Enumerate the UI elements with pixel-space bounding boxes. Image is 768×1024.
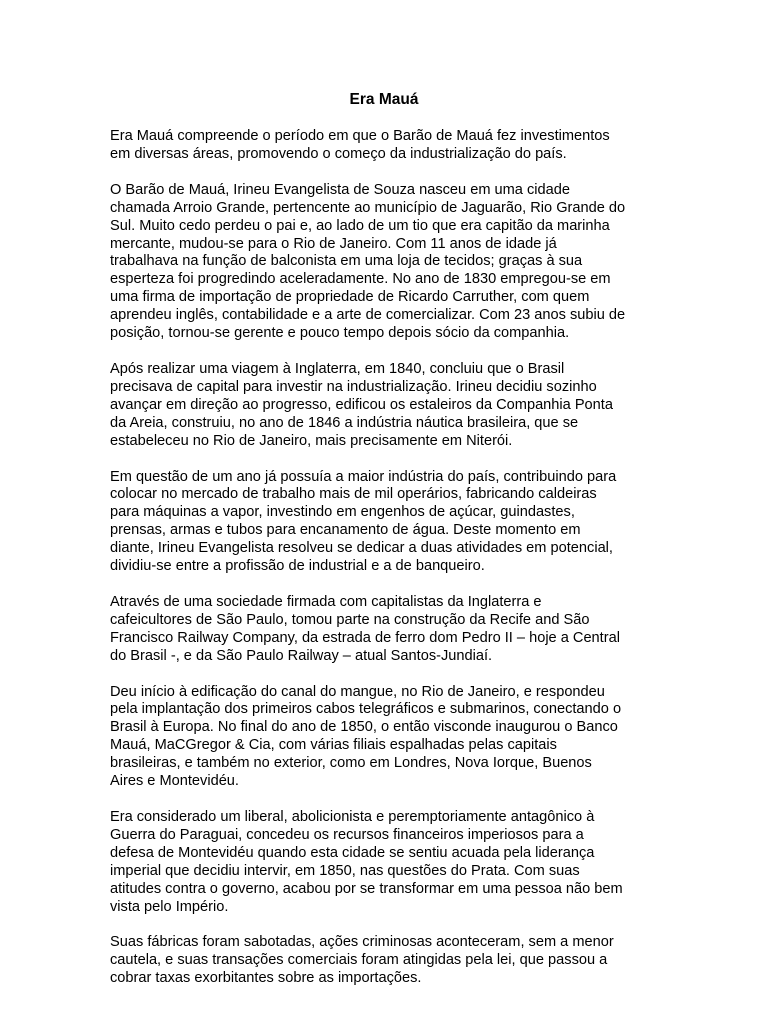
text-line: imperial que decidiu intervir, em 1850, nas questões do Prata. Com suas	[110, 862, 580, 879]
text-line: brasileiras, e também no exterior, como em Londres, Nova Iorque, Buenos	[110, 755, 592, 772]
text-line: mercante, mudou-se para o Rio de Janeiro. Com 11 anos de idade já	[110, 235, 557, 252]
paragraph-intro	[110, 128, 665, 164]
text-line: chamada Arroio Grande, pertencente ao município de Jaguarão, Rio Grande do	[110, 199, 626, 216]
text-line: posição, tornou-se gerente e pouco tempo depois sócio da companhia.	[110, 325, 570, 342]
text-line: do Brasil -, e da São Paulo Railway – atual Santos-Jundiaí.	[110, 647, 493, 664]
text-line: Brasil à Europa. No final do ano de 1850, o então visconde inaugurou o Banco	[110, 719, 618, 736]
text-line: Francisco Railway Company, da estrada de ferro dom Pedro II – hoje a Central	[110, 629, 620, 646]
document-title: Era Mauá	[349, 91, 419, 108]
text-line: precisava de capital para investir na industrialização. Irineu decidiu sozinho	[110, 378, 597, 395]
text-line: Sul. Muito cedo perdeu o pai e, ao lado de um tio que era capitão da marinha	[110, 217, 610, 234]
text-line: para máquinas a vapor, investindo em engenhos de açúcar, guindastes,	[110, 504, 575, 521]
text-line: Aires e Montevidéu.	[110, 773, 239, 790]
text-line: Guerra do Paraguai, concedeu os recursos financeiros imperiosos para a	[110, 826, 584, 843]
paragraph-bank	[110, 684, 665, 791]
text-line: O Barão de Mauá, Irineu Evangelista de Souza nasceu em uma cidade	[110, 181, 570, 198]
text-line: atitudes contra o governo, acabou por se transformar em uma pessoa não bem	[110, 880, 623, 897]
text-line: avançar em direção ao progresso, edificou os estaleiros da Companhia Ponta	[110, 396, 613, 413]
text-line: aprendeu inglês, contabilidade e a arte de comercializar. Com 23 anos subiu de	[110, 307, 626, 324]
text-line: uma firma de importação de propriedade de Ricardo Carruther, com quem	[110, 289, 590, 306]
text-line: cobrar taxas exorbitantes sobre as importações.	[110, 970, 422, 987]
text-line: trabalhava na função de balconista em uma loja de tecidos; graças à sua	[110, 253, 583, 270]
text-line: Suas fábricas foram sabotadas, ações criminosas aconteceram, sem a menor	[110, 934, 614, 951]
text-line: Mauá, MaCGregor & Cia, com várias filiais espalhadas pelas capitais	[110, 737, 557, 754]
text-line: defesa de Montevidéu quando esta cidade se sentiu acuada pela liderança	[110, 844, 595, 861]
text-line: Deu início à edificação do canal do mangue, no Rio de Janeiro, e respondeu	[110, 683, 605, 700]
text-line: cautela, e suas transações comerciais foram atingidas pela lei, que passou a	[110, 952, 608, 969]
text-line: em diversas áreas, promovendo o começo da industrialização do país.	[110, 145, 567, 162]
text-line: da Areia, construiu, no ano de 1846 a indústria náutica brasileira, que se	[110, 414, 579, 431]
document-body	[110, 128, 665, 1006]
text-line: estabeleceu no Rio de Janeiro, mais precisamente em Niterói.	[110, 432, 513, 449]
text-line: cafeicultores de São Paulo, tomou parte na construção da Recife and São	[110, 611, 590, 628]
text-line: Era considerado um liberal, abolicionista e peremptoriamente antagônico à	[110, 809, 595, 825]
paragraph-sabotage	[110, 934, 665, 988]
text-line: Após realizar uma viagem à Inglaterra, em 1840, concluiu que o Brasil	[110, 360, 565, 377]
paragraph-railways	[110, 594, 665, 666]
text-line: vista pelo Império.	[110, 898, 229, 915]
text-line: Era Mauá compreende o período em que o Barão de Mauá fez investimentos	[110, 128, 610, 144]
text-line: Em questão de um ano já possuía a maior indústria do país, contribuindo para	[110, 468, 617, 485]
paragraph-england-trip	[110, 361, 665, 451]
text-line: diante, Irineu Evangelista resolveu se dedicar a duas atividades em potencial,	[110, 540, 613, 557]
paragraph-industry	[110, 469, 665, 576]
text-line: esperteza foi progredindo aceleradamente. No ano de 1830 empregou-se em	[110, 271, 611, 288]
text-line: prensas, armas e tubos para encanamento de água. Deste momento em	[110, 522, 581, 539]
paragraph-politics	[110, 809, 665, 916]
text-line: dividiu-se entre a profissão de industrial e a de banqueiro.	[110, 558, 485, 575]
text-line: colocar no mercado de trabalho mais de mil operários, fabricando caldeiras	[110, 486, 597, 503]
text-line: pela implantação dos primeiros cabos telegráficos e submarinos, conectando o	[110, 701, 622, 718]
paragraph-biography	[110, 182, 665, 343]
text-line: Através de uma sociedade firmada com capitalistas da Inglaterra e	[110, 593, 542, 610]
